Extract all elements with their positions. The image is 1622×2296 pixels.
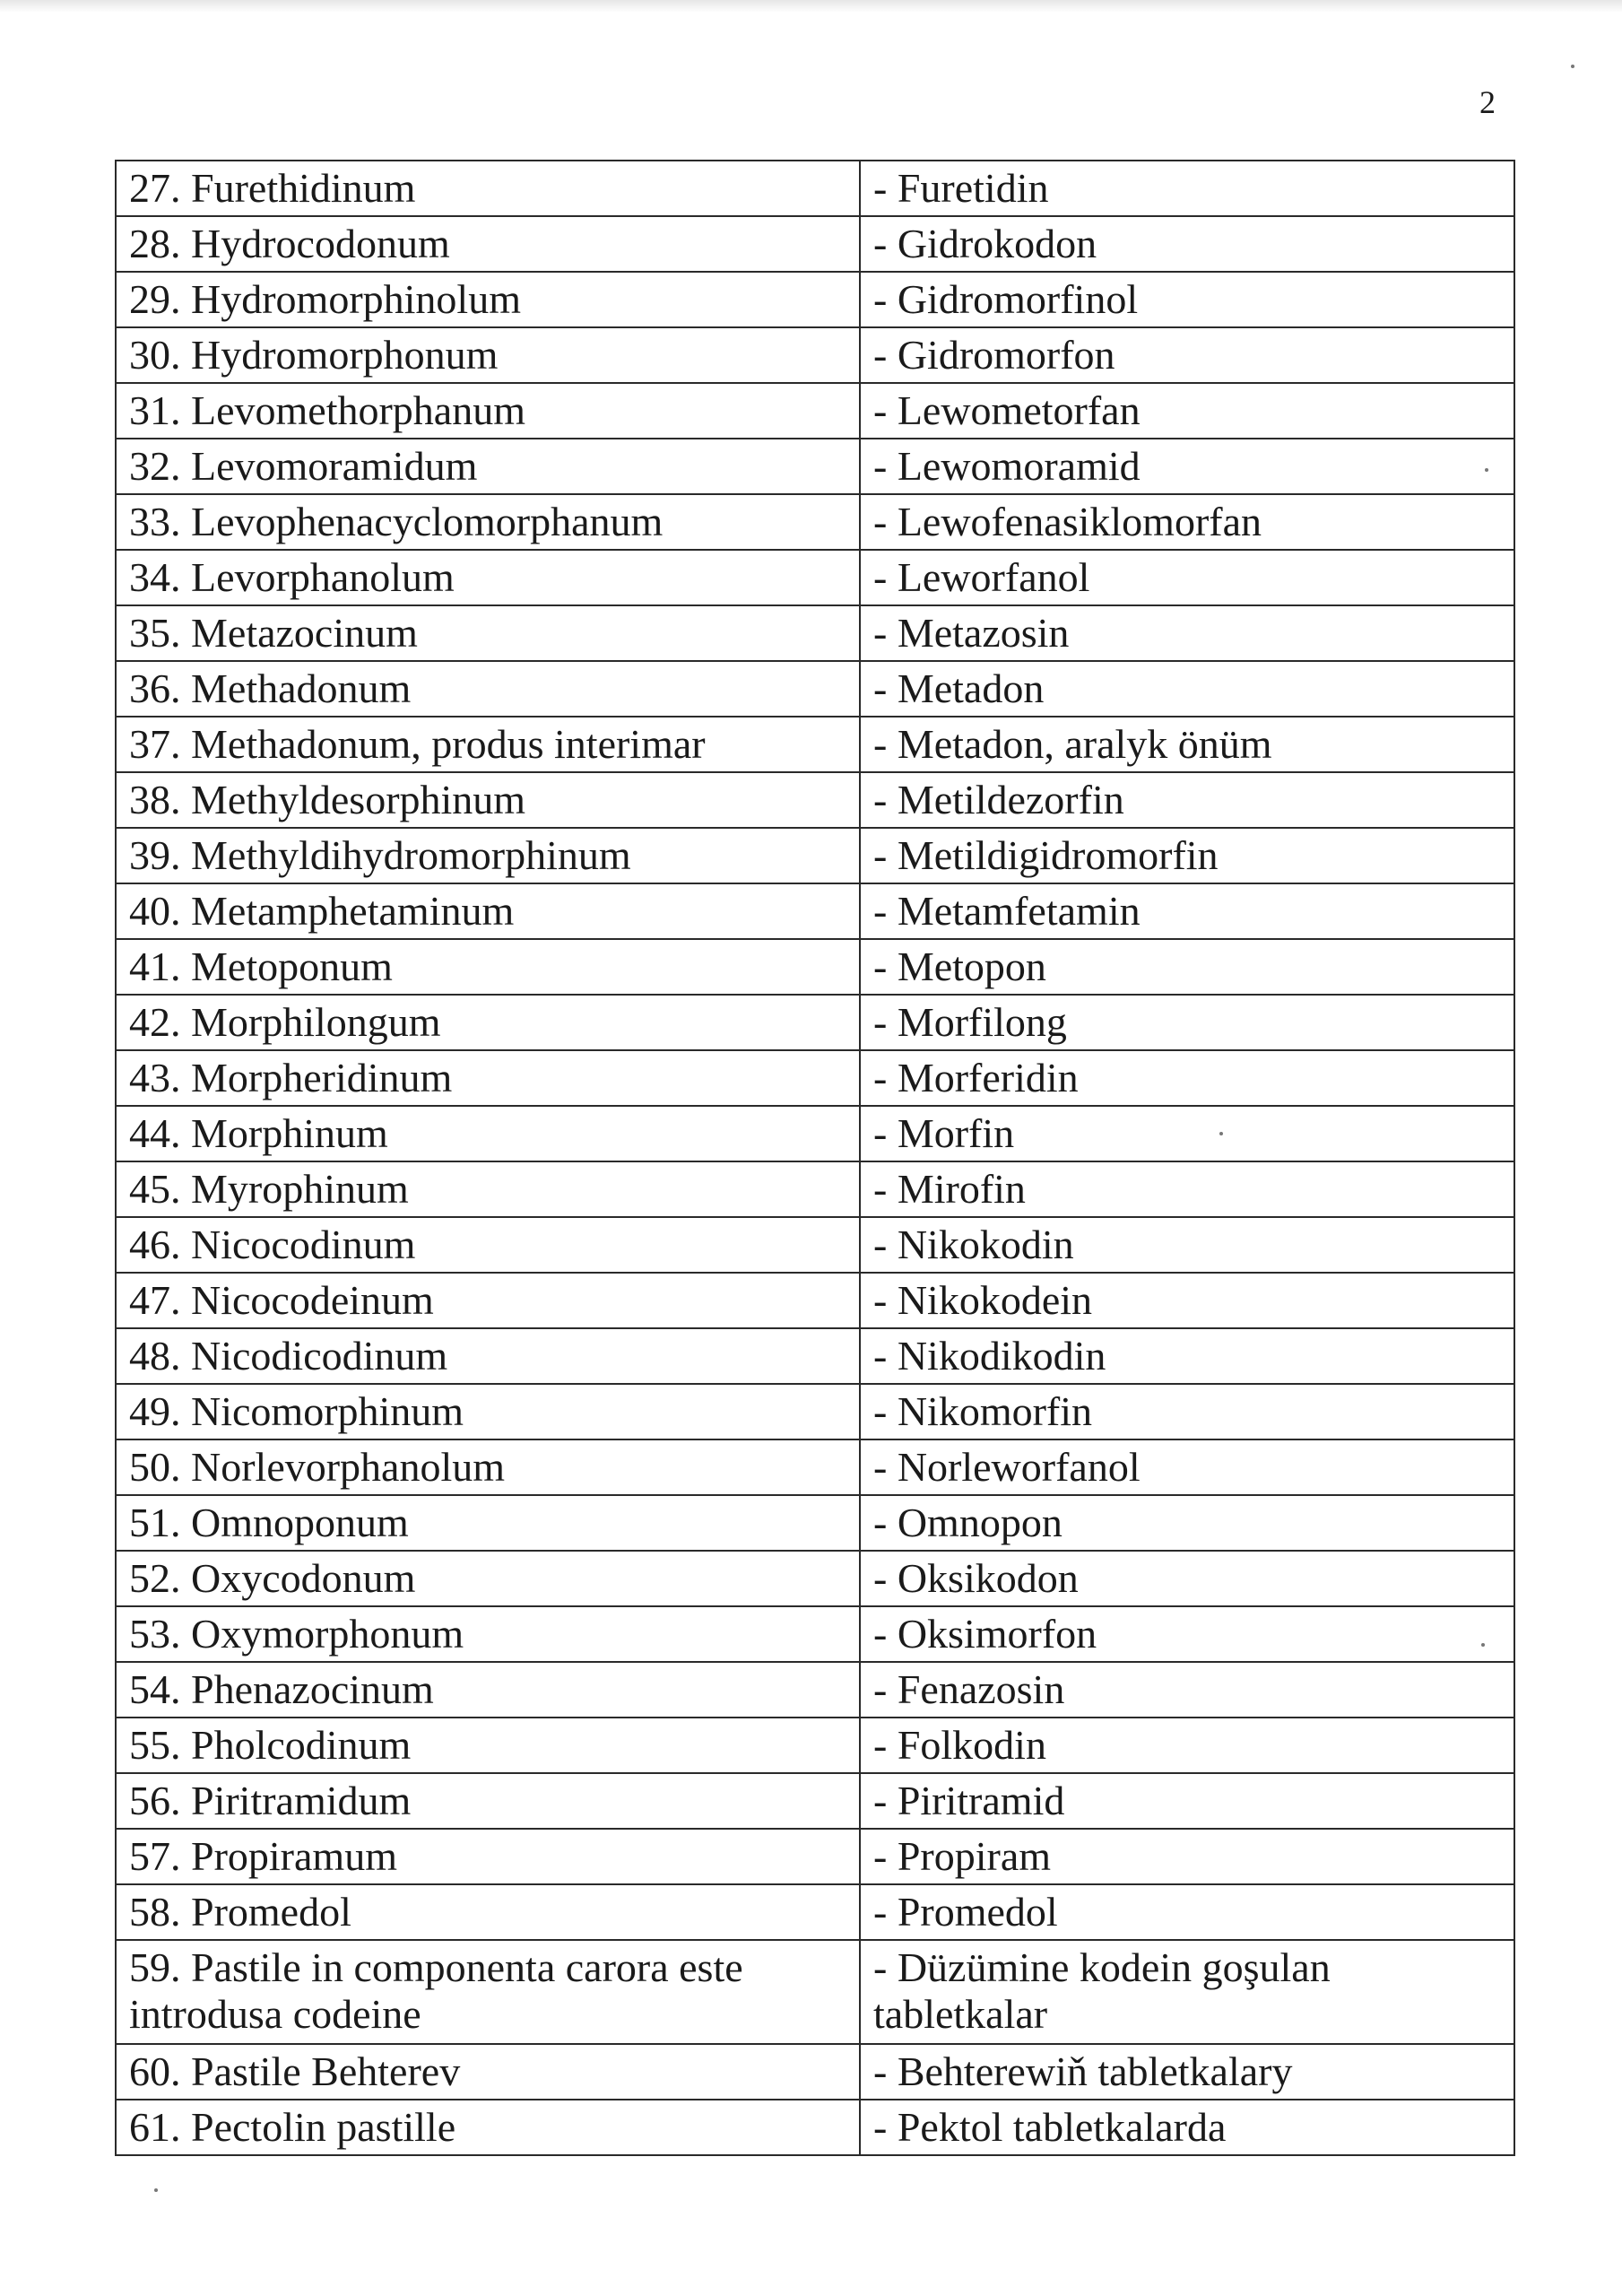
local-name-cell: - Metadon, aralyk önüm [860, 717, 1514, 772]
latin-name-cell: 52. Oxycodonum [116, 1551, 860, 1606]
table-row [116, 1217, 1514, 1273]
latin-name-cell: 45. Myrophinum [116, 1161, 860, 1217]
table-row [116, 883, 1514, 939]
latin-name-cell: 56. Piritramidum [116, 1773, 860, 1829]
latin-name-cell: 51. Omnoponum [116, 1495, 860, 1551]
table-row [116, 494, 1514, 550]
table-row [116, 1106, 1514, 1161]
local-name-cell: - Nikodikodin [860, 1328, 1514, 1384]
table-row [116, 1495, 1514, 1551]
table-row [116, 661, 1514, 717]
table-row [116, 939, 1514, 995]
latin-name-cell: 55. Pholcodinum [116, 1718, 860, 1773]
latin-name-cell: 43. Morpheridinum [116, 1050, 860, 1106]
local-name-cell: - Nikomorfin [860, 1384, 1514, 1439]
page-number: 2 [1479, 84, 1496, 120]
local-name-cell: - Fenazosin [860, 1662, 1514, 1718]
drug-name-table-body [116, 161, 1514, 2155]
latin-name-cell: 29. Hydromorphinolum [116, 272, 860, 327]
local-name-cell: - Furetidin [860, 161, 1514, 216]
latin-name-cell: 59. Pastile in componenta carora este introdusa codeine [116, 1940, 860, 2044]
table-row [116, 383, 1514, 439]
local-name-cell: - Oksimorfon [860, 1606, 1514, 1662]
latin-name-cell: 57. Propiramum [116, 1829, 860, 1884]
local-name-cell: - Pektol tabletkalarda [860, 2100, 1514, 2155]
local-name-cell: - Oksikodon [860, 1551, 1514, 1606]
local-name-cell: - Metildezorfin [860, 772, 1514, 828]
local-name-cell: - Lewometorfan [860, 383, 1514, 439]
latin-name-cell: 36. Methadonum [116, 661, 860, 717]
latin-name-cell: 48. Nicodicodinum [116, 1328, 860, 1384]
latin-name-cell: 42. Morphilongum [116, 995, 860, 1050]
table-row [116, 2100, 1514, 2155]
latin-name-cell: 41. Metoponum [116, 939, 860, 995]
table-row [116, 1273, 1514, 1328]
local-name-cell: - Behterewiň tabletkalary [860, 2044, 1514, 2100]
local-name-cell: - Lewofenasiklomorfan [860, 494, 1514, 550]
local-name-cell: - Metamfetamin [860, 883, 1514, 939]
local-name-cell: - Promedol [860, 1884, 1514, 1940]
local-name-cell: - Morferidin [860, 1050, 1514, 1106]
latin-name-cell: 58. Promedol [116, 1884, 860, 1940]
latin-name-cell: 39. Methyldihydromorphinum [116, 828, 860, 883]
latin-name-cell: 32. Levomoramidum [116, 439, 860, 494]
table-row [116, 772, 1514, 828]
local-name-cell: - Omnopon [860, 1495, 1514, 1551]
scan-speck [1485, 468, 1488, 472]
latin-name-cell: 40. Metamphetaminum [116, 883, 860, 939]
table-row [116, 1829, 1514, 1884]
table-row [116, 828, 1514, 883]
latin-name-cell: 46. Nicocodinum [116, 1217, 860, 1273]
scan-speck [154, 2188, 158, 2192]
table-row [116, 1328, 1514, 1384]
table-row [116, 1773, 1514, 1829]
local-name-cell: - Folkodin [860, 1718, 1514, 1773]
local-name-cell: - Metopon [860, 939, 1514, 995]
table-row [116, 995, 1514, 1050]
latin-name-cell: 61. Pectolin pastille [116, 2100, 860, 2155]
latin-name-cell: 38. Methyldesorphinum [116, 772, 860, 828]
local-name-cell: - Metadon [860, 661, 1514, 717]
latin-name-cell: 44. Morphinum [116, 1106, 860, 1161]
local-name-cell: - Nikokodin [860, 1217, 1514, 1273]
latin-name-cell: 35. Metazocinum [116, 605, 860, 661]
scan-edge-shadow [0, 0, 1622, 13]
latin-name-cell: 34. Levorphanolum [116, 550, 860, 605]
table-row [116, 1606, 1514, 1662]
local-name-cell: - Piritramid [860, 1773, 1514, 1829]
table-row [116, 439, 1514, 494]
local-name-cell: - Metildigidromorfin [860, 828, 1514, 883]
table-row [116, 1718, 1514, 1773]
table-row [116, 1439, 1514, 1495]
local-name-cell: - Gidrokodon [860, 216, 1514, 272]
latin-name-cell: 50. Norlevorphanolum [116, 1439, 860, 1495]
table-row [116, 272, 1514, 327]
local-name-cell: - Morfin [860, 1106, 1514, 1161]
latin-name-cell: 31. Levomethorphanum [116, 383, 860, 439]
latin-name-cell: 47. Nicocodeinum [116, 1273, 860, 1328]
table-row [116, 161, 1514, 216]
latin-name-cell: 53. Oxymorphonum [116, 1606, 860, 1662]
local-name-cell: - Lewomoramid [860, 439, 1514, 494]
table-row [116, 2044, 1514, 2100]
table-row [116, 1884, 1514, 1940]
local-name-cell: - Gidromorfon [860, 327, 1514, 383]
table-row [116, 216, 1514, 272]
scan-speck [1219, 1132, 1223, 1135]
table-row [116, 1551, 1514, 1606]
table-row [116, 1940, 1514, 2044]
table-row [116, 1384, 1514, 1439]
latin-name-cell: 28. Hydrocodonum [116, 216, 860, 272]
table-row [116, 605, 1514, 661]
drug-name-table-container [115, 160, 1514, 2156]
latin-name-cell: 49. Nicomorphinum [116, 1384, 860, 1439]
latin-name-cell: 37. Methadonum, produs interimar [116, 717, 860, 772]
latin-name-cell: 30. Hydromorphonum [116, 327, 860, 383]
latin-name-cell: 60. Pastile Behterev [116, 2044, 860, 2100]
local-name-cell: - Propiram [860, 1829, 1514, 1884]
scan-speck [1481, 1643, 1485, 1647]
local-name-cell: - Norleworfanol [860, 1439, 1514, 1495]
local-name-cell: - Mirofin [860, 1161, 1514, 1217]
table-row [116, 1662, 1514, 1718]
local-name-cell: - Leworfanol [860, 550, 1514, 605]
local-name-cell: - Nikokodein [860, 1273, 1514, 1328]
table-row [116, 717, 1514, 772]
latin-name-cell: 54. Phenazocinum [116, 1662, 860, 1718]
scan-speck [1571, 65, 1574, 68]
local-name-cell: - Metazosin [860, 605, 1514, 661]
local-name-cell: - Gidromorfinol [860, 272, 1514, 327]
drug-name-table [115, 160, 1515, 2156]
latin-name-cell: 27. Furethidinum [116, 161, 860, 216]
table-row [116, 327, 1514, 383]
table-row [116, 1161, 1514, 1217]
table-row [116, 1050, 1514, 1106]
latin-name-cell: 33. Levophenacyclomorphanum [116, 494, 860, 550]
local-name-cell: - Düzümine kodein goşulan tabletkalar [860, 1940, 1514, 2044]
local-name-cell: - Morfilong [860, 995, 1514, 1050]
table-row [116, 550, 1514, 605]
